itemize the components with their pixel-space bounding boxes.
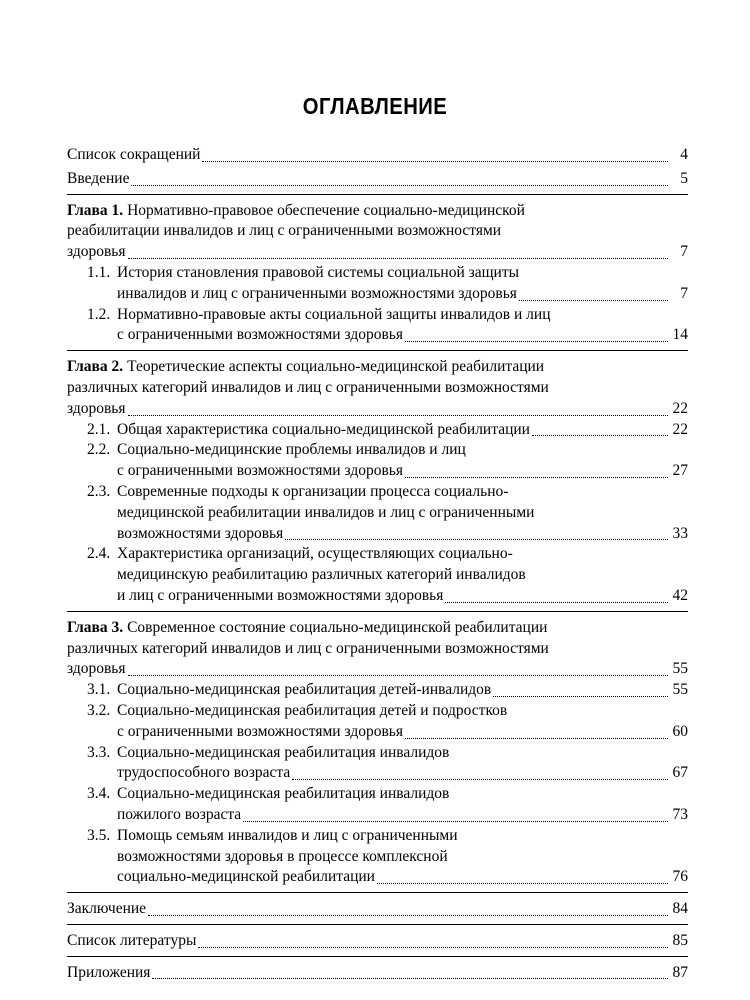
toc-entry-conclusion[interactable] — [67, 899, 688, 920]
page-title: ОГЛАВЛЕНИЕ — [302, 93, 448, 119]
toc-entry-text: Социально-медицинская реабилитация детей и подростков — [117, 701, 508, 719]
toc-page-number: 87 — [672, 963, 688, 981]
toc-entry-text: с ограниченными возможностями здоровья — [117, 462, 403, 480]
toc-section-3-1[interactable] — [67, 680, 688, 701]
leader-dots — [128, 675, 669, 676]
toc-section-3-3[interactable] — [67, 743, 688, 785]
toc-section-2-4[interactable] — [67, 544, 688, 606]
toc-entry-text: здоровья — [67, 660, 126, 678]
toc-page-number: 60 — [672, 722, 688, 740]
toc-entry-text: Заключение — [67, 900, 147, 918]
section-divider — [67, 350, 688, 351]
section-number: 2.2. — [87, 441, 111, 459]
toc-page-number: 27 — [672, 462, 688, 480]
toc-page-number: 67 — [672, 764, 688, 782]
toc-entry-text: медицинскую реабилитацию различных категорий инвалидов — [117, 566, 526, 584]
toc-entry-text: Социально-медицинская реабилитация инвалидов — [117, 743, 450, 761]
toc-page-number: 22 — [672, 420, 688, 438]
toc-entry-text: с ограниченными возможностями здоровья — [117, 722, 403, 740]
toc-entry-text: Социально-медицинская реабилитация инвалидов — [117, 785, 450, 803]
toc-section-2-3[interactable] — [67, 482, 688, 544]
section-number: 3.4. — [87, 785, 111, 803]
leader-dots — [198, 947, 668, 948]
table-of-contents — [67, 145, 688, 983]
toc-entry-text: Нормативно-правовые акты социальной защиты инвалидов и лиц — [117, 305, 551, 323]
toc-page-number: 4 — [680, 146, 688, 163]
leader-dots — [131, 185, 668, 186]
toc-page-number: 85 — [672, 931, 688, 949]
toc-entry-text: реабилитации инвалидов и лиц с ограниченными возможностями — [67, 222, 502, 240]
section-number: 2.3. — [87, 482, 111, 500]
toc-entry-text: Список сокращений — [67, 146, 201, 163]
toc-entry-text: возможностями здоровья — [117, 524, 284, 542]
section-number: 3.1. — [87, 681, 111, 699]
toc-entry-text: Список литературы — [67, 931, 197, 949]
leader-dots — [493, 696, 668, 697]
section-divider — [67, 892, 688, 893]
leader-dots — [377, 883, 668, 884]
toc-entry-text: Введение — [67, 169, 130, 187]
toc-page-number: 55 — [672, 681, 688, 699]
toc-entry-text: Теоретические аспекты социально-медицинской реабилитации — [127, 358, 545, 376]
section-divider — [67, 956, 688, 957]
leader-dots — [445, 602, 668, 603]
toc-page-number: 5 — [680, 169, 688, 187]
toc-section-3-4[interactable] — [67, 784, 688, 826]
leader-dots — [148, 915, 668, 916]
section-number: 1.1. — [87, 263, 111, 281]
toc-section-2-1[interactable] — [67, 420, 688, 441]
leader-dots — [243, 821, 668, 822]
toc-entry-text: медицинской реабилитации инвалидов и лиц с ограниченными — [117, 503, 535, 521]
toc-entry-abbreviations[interactable] — [67, 145, 688, 166]
chapter-label: Глава 2. — [67, 358, 124, 376]
toc-entry-text: трудоспособного возраста — [117, 764, 291, 782]
toc-page-number: 33 — [672, 524, 688, 542]
toc-entry-text: Нормативно-правовое обеспечение социально-медицинской — [127, 201, 525, 219]
toc-section-1-1[interactable] — [67, 263, 688, 305]
toc-entry-bibliography[interactable] — [67, 931, 688, 952]
chapter-label: Глава 1. — [67, 201, 124, 219]
section-divider — [67, 611, 688, 612]
toc-chapter-3[interactable] — [67, 618, 688, 680]
section-number: 2.4. — [87, 545, 111, 563]
toc-section-1-2[interactable] — [67, 305, 688, 347]
leader-dots — [285, 539, 668, 540]
toc-entry-text: различных категорий инвалидов и лиц с ограниченными возможностями — [67, 639, 549, 657]
toc-page-number: 22 — [672, 399, 688, 417]
toc-page-number: 73 — [672, 805, 688, 823]
leader-dots — [152, 978, 668, 979]
section-number: 3.3. — [87, 743, 111, 761]
toc-page-number: 7 — [680, 243, 688, 261]
toc-section-3-5[interactable] — [67, 826, 688, 888]
section-number: 3.5. — [87, 826, 111, 844]
toc-page-number: 42 — [672, 586, 688, 604]
toc-page-number: 76 — [672, 868, 688, 886]
toc-entry-introduction[interactable] — [67, 169, 688, 190]
leader-dots — [405, 738, 668, 739]
toc-entry-text: пожилого возраста — [117, 805, 242, 823]
section-number: 2.1. — [87, 420, 111, 438]
section-number: 3.2. — [87, 701, 111, 719]
toc-chapter-2[interactable] — [67, 357, 688, 419]
leader-dots — [202, 161, 668, 162]
toc-entry-text: различных категорий инвалидов и лиц с ограниченными возможностями — [67, 378, 549, 396]
toc-page-number: 84 — [672, 900, 688, 918]
toc-entry-text: Приложения — [67, 963, 151, 981]
leader-dots — [405, 477, 668, 478]
toc-entry-text: Социально-медицинская реабилитация детей-инвалидов — [117, 681, 492, 699]
toc-entry-text: Общая характеристика социально-медицинской реабилитации — [117, 420, 530, 438]
chapter-label: Глава 3. — [67, 618, 124, 636]
toc-page-number: 14 — [672, 326, 688, 344]
toc-entry-text: здоровья — [67, 399, 126, 417]
toc-entry-text: Социально-медицинские проблемы инвалидов и лиц — [117, 441, 466, 459]
toc-entry-text: с ограниченными возможностями здоровья — [117, 326, 403, 344]
toc-entry-text: и лиц с ограниченными возможностями здоровья — [117, 586, 444, 604]
section-divider — [67, 194, 688, 195]
toc-section-2-2[interactable] — [67, 440, 688, 482]
toc-entry-text: История становления правовой системы социальной защиты — [117, 263, 520, 281]
toc-entry-text: Помощь семьям инвалидов и лиц с ограниченными — [117, 826, 458, 844]
leader-dots — [292, 779, 668, 780]
toc-entry-text: Современные подходы к организации процесса социально- — [117, 482, 509, 500]
toc-entry-text: инвалидов и лиц с ограниченными возможностями здоровья — [117, 284, 517, 302]
section-divider — [67, 924, 688, 925]
toc-entry-text: здоровья — [67, 243, 126, 261]
leader-dots — [128, 258, 669, 259]
section-number: 1.2. — [87, 305, 111, 323]
toc-entry-text: возможностями здоровья в процессе комплексной — [117, 847, 448, 865]
leader-dots — [405, 341, 668, 342]
toc-page-number: 7 — [680, 284, 688, 302]
toc-entry-text: Характеристика организаций, осуществляющих социально- — [117, 545, 513, 563]
toc-entry-appendices[interactable] — [67, 963, 688, 984]
toc-entry-text: социально-медицинской реабилитации — [117, 868, 375, 886]
leader-dots — [519, 300, 668, 301]
leader-dots — [532, 435, 668, 436]
toc-chapter-1[interactable] — [67, 201, 688, 263]
leader-dots — [128, 415, 669, 416]
toc-page-number: 55 — [672, 660, 688, 678]
toc-entry-text: Современное состояние социально-медицинской реабилитации — [127, 618, 548, 636]
toc-section-3-2[interactable] — [67, 701, 688, 743]
